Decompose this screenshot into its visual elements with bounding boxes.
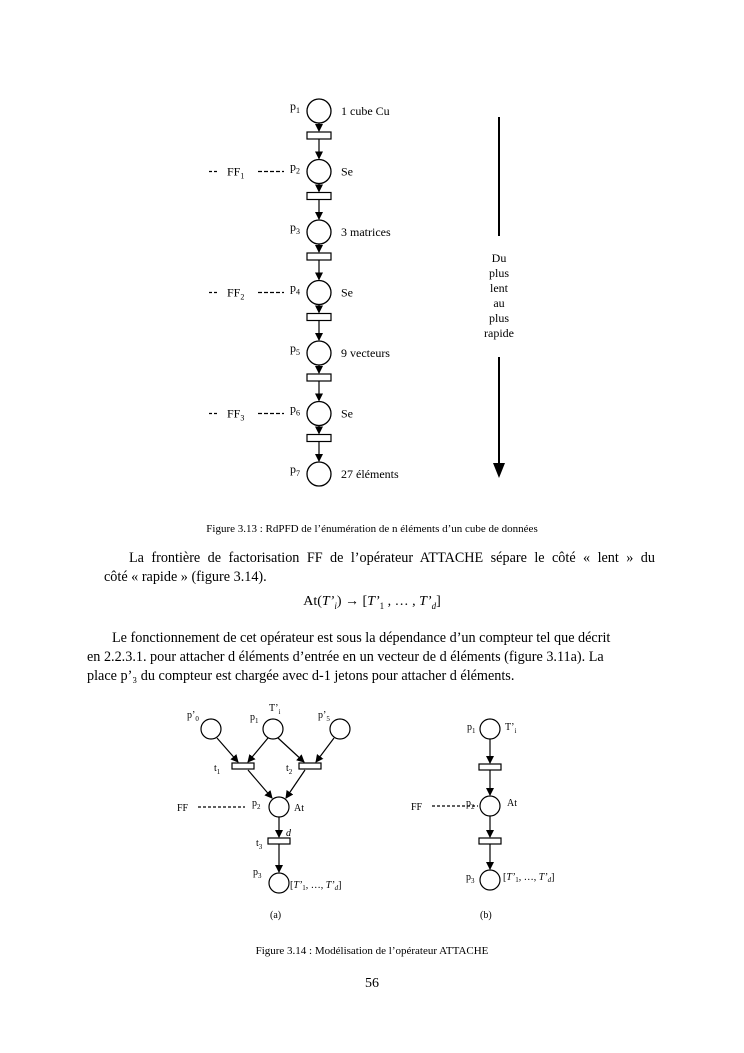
svg-text:At: At <box>507 798 517 809</box>
place-p1 <box>307 99 331 123</box>
place-b-p2 <box>480 796 500 816</box>
arrow-word: plus <box>488 311 510 325</box>
arrow-word: plus <box>488 266 510 280</box>
svg-text:FF: FF <box>177 803 189 814</box>
place-label-p5: $p_5$ <box>290 341 300 357</box>
paragraph-2-line-2: en 2.2.3.1. pour attacher d éléments d’entrée en un vecteur de d éléments (figure 3.11a). La <box>87 649 604 665</box>
svg-text:p2: $p_2$ <box>466 798 475 811</box>
svg-text:[T’1, …, T’d]: [$T’_1$, …, $T’_d$] <box>290 880 342 892</box>
place-p3 <box>269 873 289 893</box>
svg-text:p2: $p_2$ <box>252 798 261 811</box>
speed-arrow-head <box>493 463 505 478</box>
arrow-word: au <box>493 296 505 310</box>
place-p4 <box>307 281 331 305</box>
place-label-p1: $p_1$ <box>290 99 300 115</box>
transition-t4 <box>307 314 331 321</box>
place-label-p7: $p_7$ <box>290 462 300 478</box>
place-desc-p2: Se <box>341 164 353 179</box>
svg-text:p1: $p_1$ <box>467 722 476 735</box>
place-desc-p1: 1 cube Cu <box>341 104 390 118</box>
transition-b-1 <box>479 764 501 770</box>
petri-net-chain <box>209 99 399 486</box>
formula: $At(T’_i)$ → [$T’_1$ , … , $T’_d$] <box>303 594 441 611</box>
figure-3-14 <box>0 690 744 940</box>
figure-3-14-a-labels <box>177 703 342 921</box>
svg-text:FF: FF <box>411 802 423 813</box>
arrow-word: lent <box>490 281 508 295</box>
place-desc-p6: Se <box>341 406 353 421</box>
place-label-p2: $p_2$ <box>290 159 300 176</box>
place-b-p1 <box>480 719 500 739</box>
place-p6 <box>307 402 331 426</box>
place-p5 <box>330 719 350 739</box>
figure-3-14-caption: Figure 3.14 : Modélisation de l’opérateur ATTACHE <box>255 945 489 957</box>
figure-3-13-caption: Figure 3.13 : RdPFD de l’énumération de n éléments d’un cube de données <box>206 523 538 535</box>
svg-text:t2: $t_2$ <box>286 763 293 776</box>
place-label-p4: $p_4$ <box>290 280 300 297</box>
svg-text:p1: $p_1$ <box>250 712 259 725</box>
paragraph-2-line-1: Le fonctionnement de cet opérateur est sous la dépendance d’un compteur tel que décrit <box>112 630 611 646</box>
paragraph-2-line-3: place p’₃ du compteur est chargée avec d-1 jetons pour attacher d éléments. <box>87 668 515 684</box>
transition-t2 <box>299 763 321 769</box>
transition-t5 <box>307 374 331 381</box>
svg-text:t3: $t_3$ <box>256 838 263 851</box>
ff-label-3: $FF_3$ <box>227 406 245 423</box>
place-desc-p5: 9 vecteurs <box>341 346 390 360</box>
place-p7 <box>307 462 331 486</box>
svg-text:T’i: $T’_i$ <box>269 703 281 716</box>
place-p2 <box>269 797 289 817</box>
svg-text:(b): (b) <box>480 910 492 921</box>
place-p2 <box>307 160 331 184</box>
place-b-p3 <box>480 870 500 890</box>
svg-text:At: At <box>294 803 304 814</box>
svg-text:d: d <box>286 828 291 839</box>
ff-label-1: $FF_1$ <box>227 164 245 181</box>
arrow-word: Du <box>491 251 507 265</box>
place-desc-p3: 3 matrices <box>341 225 391 239</box>
figure-3-13 <box>0 0 744 520</box>
svg-text:p’0: $p’_0$ <box>187 710 199 723</box>
transition-b-2 <box>479 838 501 844</box>
svg-text:p3: $p_3$ <box>466 872 475 885</box>
place-label-p3: $p_3$ <box>290 220 300 236</box>
svg-text:t1: $t_1$ <box>214 763 221 776</box>
svg-text:(a): (a) <box>270 910 282 921</box>
svg-text:[T’1, …, T’d]: [$T’_1$, …, $T’_d$] <box>503 872 555 884</box>
figure-3-14-b-labels <box>411 722 555 921</box>
transition-t1 <box>232 763 254 769</box>
page-number: 56 <box>365 976 379 991</box>
arrow-word: rapide <box>484 326 514 340</box>
svg-text:p’5: $p’_5$ <box>318 710 330 723</box>
place-desc-p7: 27 éléments <box>341 467 399 481</box>
place-p3 <box>307 220 331 244</box>
place-p5 <box>307 341 331 365</box>
ff-label-2: $FF_2$ <box>227 285 245 302</box>
place-p0 <box>201 719 221 739</box>
paragraph-1-line-2: côté « rapide » (figure 3.14). <box>104 569 267 585</box>
place-p1 <box>263 719 283 739</box>
svg-text:p3: $p_3$ <box>253 867 262 880</box>
place-desc-p4: Se <box>341 285 353 300</box>
transition-t1 <box>307 132 331 139</box>
svg-text:T’i: $T’_i$ <box>505 722 517 735</box>
place-label-p6: $p_6$ <box>290 401 300 418</box>
transition-t6 <box>307 435 331 442</box>
paragraph-1-line-1: La frontière de factorisation FF de l’opérateur ATTACHE sépare le côté « lent » du <box>129 550 655 566</box>
transition-t3 <box>307 253 331 260</box>
figure-3-14-a <box>198 719 350 893</box>
transition-t2 <box>307 193 331 200</box>
speed-arrow-text <box>484 251 514 340</box>
